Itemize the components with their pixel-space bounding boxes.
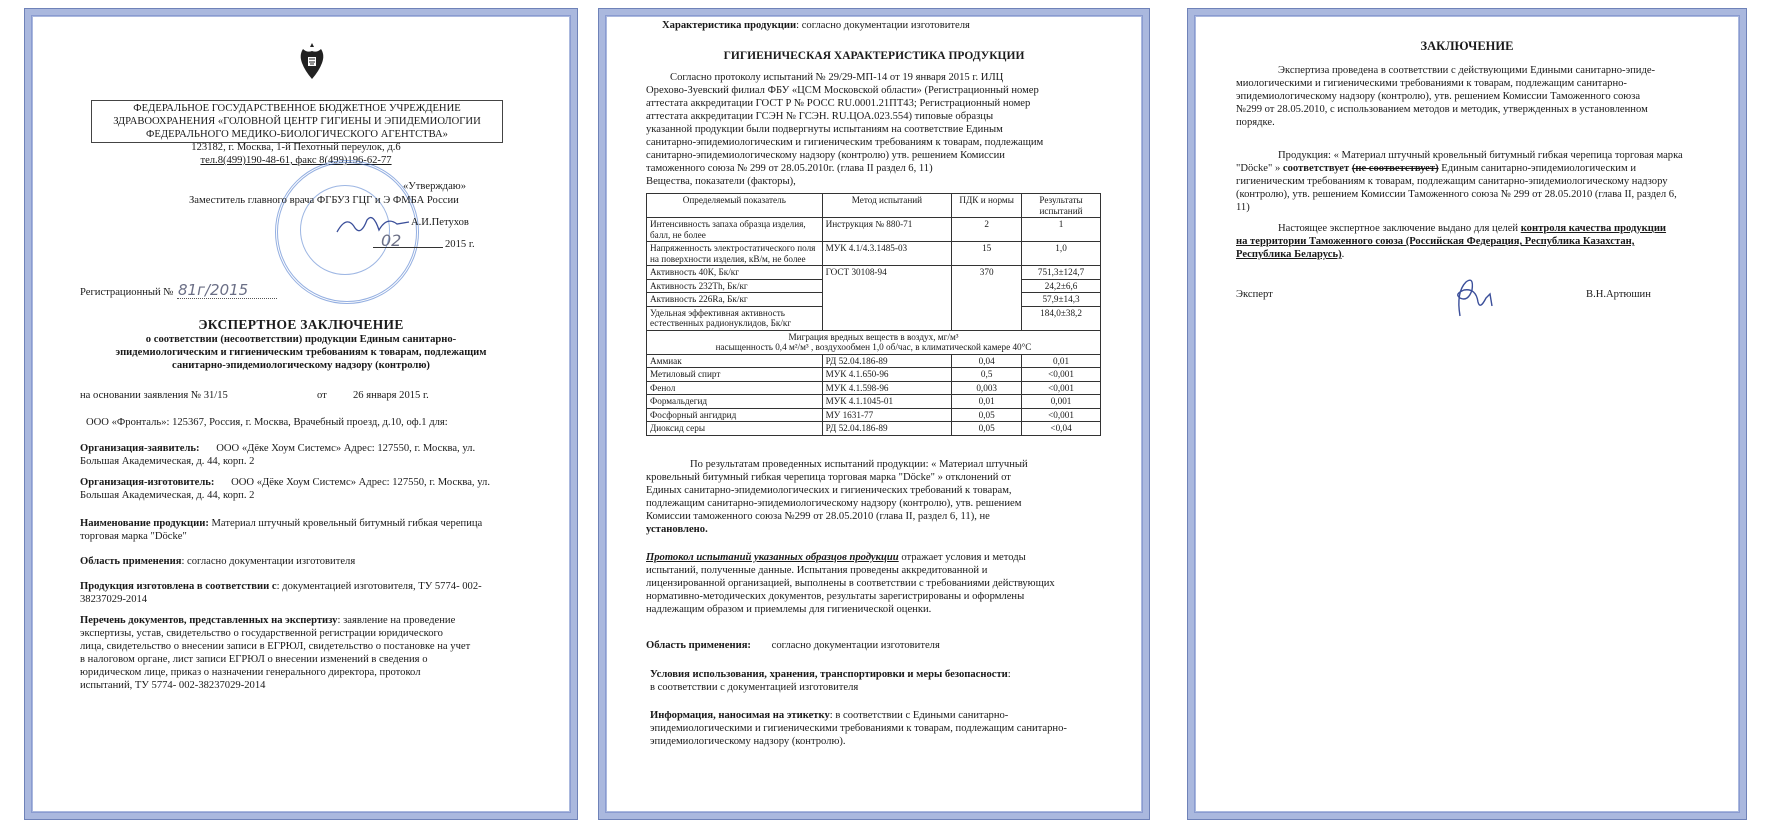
label-info-block [650,709,1105,748]
info-line-2: эпидемиологическому надзору (контролю). [650,736,846,747]
scope-value: : согласно документации изготовителя [181,556,356,567]
expert-name: В.Н.Артюшин [1586,289,1651,300]
info-line-1: эпидемиологическими и гигиеническими требованиями к товарам, подлежащим санитарно- [650,723,1067,734]
intro-line-3: аттестата аккредитации ГСЭН № ГСЭН. RU.ЦОА.023.554) типовые образцы [646,111,994,122]
docs-line-4: юридическом лице, приказ о назначении генерального директора, протокол [80,667,421,678]
table-row [647,395,1101,409]
cell-norm: 370 [952,266,1022,331]
cell-result: 24,2±6,6 [1022,279,1101,293]
cell-method: МУК 4.1.1045-01 [822,395,952,409]
coat-of-arms-icon [297,41,327,83]
applicant-value: ООО «Дёке Хоум Системс» Адрес: 127550, г. Москва, ул. [216,443,476,454]
par3-bold-2: на территории Таможенного союза (Российская Федерация, Республика Казахстан, [1236,236,1635,247]
conclusion-par-3 [1236,222,1704,261]
col-header-result: Результаты испытаний [1022,194,1101,218]
par2-line-4: 11) [1236,202,1250,213]
cell-method: МУ 1631-77 [822,408,952,422]
migration-sub: насыщенность 0,4 м²/м³ , воздухообмен 1,0 об/час, в климатической камере 40°С [715,342,1032,352]
scope-label: Область применения [80,556,182,567]
maker-value-line2: Большая Академическая, д. 44, корп. 2 [80,490,255,501]
cell-norm: 0,04 [952,354,1022,368]
cell-name: Аммиак [647,354,823,368]
basis-date: 26 января 2015 г. [353,390,429,401]
made-block [80,580,550,606]
cell-norm: 0,003 [952,381,1022,395]
reg-number-handwritten: 81г/2015 [178,281,249,299]
cell-norm: 0,5 [952,368,1022,382]
protocol-line-1: испытаний, полученные данные. Испытания проведены аккредитованной и [646,565,988,576]
cell-name: Активность 40К, Бк/кг [647,266,823,280]
info-label: Информация, наносимая на этикетку [650,710,830,721]
intro-line-7: таможенного союза № 299 от 28.05.2010г. (глава II раздел 6, 11) [646,163,933,174]
struck-not-complies: (не соответствует) [1351,163,1439,174]
org-header-line-3: ФЕДЕРАЛЬНОГО МЕДИКО-БИОЛОГИЧЕСКОГО АГЕНТСТВА» [146,129,448,140]
cell-name: Диоксид серы [647,422,823,436]
migration-header-row [647,330,1101,354]
cell-result: <0,001 [1022,368,1101,382]
maker-label: Организация-изготовитель: [80,477,215,488]
results-line-last: установлено. [646,524,708,535]
docs-line-5: испытаний, ТУ 5774- 002-38237029-2014 [80,680,266,691]
cell-name: Интенсивность запаха образца изделия, балл, не более [647,218,823,242]
cell-name: Формальдегид [647,395,823,409]
cell-name: Удельная эффективная активность естественных радионуклидов, Бк/кг [647,306,823,330]
docs-line-1: экспертизы, устав, свидетельство о государственной регистрации юридического [80,628,443,639]
document-page-1 [24,8,578,820]
scope-block [80,555,355,568]
par3-bold-1: контроля качества продукции [1520,223,1667,234]
intro-line-0: Согласно протоколу испытаний № 29/29-МП-14 от 19 января 2015 г. ИЛЦ [670,72,1004,83]
cell-result: 751,3±124,7 [1022,266,1101,280]
cell-name: Фосфорный ангидрид [647,408,823,422]
reg-underline [177,298,277,299]
cell-method: МУК 4.1.598-96 [822,381,952,395]
cell-method: РД 52.04.186-89 [822,422,952,436]
conditions-block: Условия использования, хранения, транспортировки и меры безопасности: в соответствии с документацией изготовителя [650,669,1011,693]
par1-line-0: Экспертиза проведена в соответствии с действующими Едиными санитарно-эпиде- [1278,65,1656,76]
docs-block [80,614,535,692]
applicant-label: Организация-заявитель: [80,443,200,454]
protocol-line-4: надлежащим образом и приемлемы для гигиенической оценки. [646,604,932,615]
made-value: : документацией изготовителя, ТУ 5774- 002- [276,581,482,592]
basis-from: от [317,390,327,401]
results-line-4: Комиссии таможенного союза №299 от 28.05.2010 (глава II, раздел 6, 11), не [646,511,990,522]
org-header-line-1: ФЕДЕРАЛЬНОЕ ГОСУДАРСТВЕННОЕ БЮДЖЕТНОЕ УЧРЕЖДЕНИЕ [133,103,461,114]
results-line-2: Единых санитарно-эпидемиологических и гигиенических требований к товарам, [646,485,1012,496]
p2-scope-value: согласно документации изготовителя [771,640,940,651]
par3-start: Настоящее экспертное заключение выдано для целей [1278,223,1521,234]
cell-result: 184,0±38,2 [1022,306,1101,330]
conclusion-par-2 [1236,149,1704,214]
hygiene-table [646,193,1101,436]
table-row [647,422,1101,436]
subtitle-line-1: о соответствии (несоответствии) продукции Единым санитарно- [145,334,457,345]
cell-result: 0,01 [1022,354,1101,368]
cell-result: 1 [1022,218,1101,242]
par2-line-2: гигиеническим требованиям к товарам, подлежащим санитарно-эпидемиологическому надзору [1236,176,1668,187]
approve-year: 2015 г. [445,239,475,250]
intro-line-8: Вещества, показатели (факторы), [646,176,796,187]
char-line [662,19,970,32]
p2-scope-label: Область применения: [646,640,751,651]
product-label: Наименование продукции: [80,518,209,529]
page2-title: ГИГИЕНИЧЕСКАЯ ХАРАКТЕРИСТИКА ПРОДУКЦИИ [723,50,1025,62]
table-row [647,381,1101,395]
results-line-1: кровельный битумный гибкая черепица торговая марка "Döcke" » отклонений от [646,472,1011,483]
conditions-value: в соответствии с документацией изготовителя [650,682,859,693]
char-line-label: Характеристика продукции [662,20,797,31]
migration-head: Миграция вредных веществ в воздух, мг/м³ [788,331,959,342]
cell-norm: 0,05 [952,408,1022,422]
org-header-box [91,100,503,143]
protocol-line-2: лицензированной организацией, выполнены в соответствии с требованиями действующих [646,578,1055,589]
results-line-0: По результатам проведенных испытаний продукции: « Материал штучный [690,459,1028,470]
cell-name: Активность 232Th, Бк/кг [647,279,823,293]
signer-name: А.И.Петухов [411,217,469,228]
page1-title: ЭКСПЕРТНОЕ ЗАКЛЮЧЕНИЕ [198,317,404,332]
cell-norm: 15 [952,242,1022,266]
protocol-line-3: нормативно-методических документов, результаты зарегистрированы и оформлены [646,591,1025,602]
par1-line-2: эпидемиологическому надзору (контролю), утв. решением Комиссии Таможенного союза [1236,91,1641,102]
intro-line-2: аттестата аккредитации ГОСТ Р № РОСС RU.0001.21ПТ43; Регистрационный номер [646,98,1031,109]
product-value: Материал штучный кровельный битумный гибкая черепица [211,518,483,529]
deputy-title: Заместитель главного врача ФГБУЗ ГЦГ и Э ФМБА России [189,195,459,206]
results-line-3: подлежащим санитарно-эпидемиологическому надзору (контролю), утв. решением [646,498,1022,509]
info-line-0: : в соответствии с Едиными санитарно- [829,710,1009,721]
par2-product: "Döcke" » [1236,163,1283,174]
cell-name: Напряженность электростатического поля на поверхности изделия, кВ/м, не более [647,242,823,266]
intro-line-4: указанной продукции были подвергнуты испытаниям на соответствие Единым [646,124,1003,135]
complies-word: соответствует [1282,163,1350,174]
docs-line-2: лица, свидетельство о внесении записи в ЕГРЮЛ, свидетельство о постановке на учет [80,641,471,652]
made-value-line2: 38237029-2014 [80,594,148,605]
basis-application: на основании заявления № 31/15 [80,390,228,401]
intro-paragraph [646,71,1101,188]
cell-norm: 0,05 [952,422,1022,436]
col-header-method: Метод испытаний [822,194,952,218]
intro-line-6: санитарно-эпидемиологическому надзору (контролю) утв. решением Комиссии [646,150,1005,161]
protocol-paragraph [646,551,1101,616]
migration-header [647,330,1101,354]
par3-end: . [1341,249,1345,260]
p2-scope [646,639,940,652]
cell-name: Фенол [647,381,823,395]
org-phone: тел.8(499)190-48-61, факс 8(499)196-62-77 [200,155,392,166]
intro-line-5: санитарно-эпидемиологическим и гигиеническим требованиям к товарам, подлежащим [646,137,1044,148]
par1-line-1: миологическими и гигиеническими требованиями к товарам, подлежащим санитарно- [1236,78,1627,89]
product-value-line2: торговая марка "Döcke" [80,531,187,542]
date-underline [373,247,443,248]
table-row [647,354,1101,368]
col-header-norm: ПДК и нормы [952,194,1022,218]
docs-label: Перечень документов, представленных на экспертизу [80,615,338,626]
par2-line-1b: Единым санитарно-эпидемиологическим и [1438,163,1636,174]
cell-method: МУК 4.1/4.3.1485-03 [822,242,952,266]
cell-method: МУК 4.1.650-96 [822,368,952,382]
cell-norm: 0,01 [952,395,1022,409]
cell-result: <0,04 [1022,422,1101,436]
par2-line-0: Продукция: « Материал штучный кровельный битумный гибкая черепица торговая марка [1278,150,1683,161]
company-line: ООО «Фронталь»: 125367, Россия, г. Москва, Врачебный проезд, д.10, оф.1 для: [86,417,448,428]
reg-label: Регистрационный № [80,287,174,298]
made-label: Продукция изготовлена в соответствии с [80,581,277,592]
cell-method: ГОСТ 30108-94 [822,266,952,331]
table-header-row [647,194,1101,218]
cell-method: РД 52.04.186-89 [822,354,952,368]
docs-line-3: в налоговом органе, лист записи ЕГРЮЛ о внесении изменений в сведения о [80,654,428,665]
approve-label: «Утверждаю» [403,181,466,192]
product-block [80,517,550,543]
document-page-3 [1187,8,1747,820]
applicant-value-line2: Большая Академическая, д. 44, корп. 2 [80,456,255,467]
handwritten-day: 02 [381,231,402,250]
conditions-label: Условия использования, хранения, транспортировки и меры безопасности [650,669,1008,680]
par1-line-3: №299 от 28.05.2010, с использованием методов и методик, утвержденных в установленном [1236,104,1648,115]
col-header-parameter: Определяемый показатель [647,194,823,218]
conclusion-par-1 [1236,64,1704,129]
protocol-label: Протокол испытаний указанных образцов продукции [646,552,899,563]
cell-name: Активность 226Ra, Бк/кг [647,293,823,307]
maker-block [80,476,550,502]
table-row [647,242,1101,266]
cell-name: Метиловый спирт [647,368,823,382]
cell-result: 57,9±14,3 [1022,293,1101,307]
table-row [647,408,1101,422]
docs-line-0: : заявление на проведение [337,615,456,626]
table-row [647,266,1101,280]
expert-label: Эксперт [1236,289,1273,300]
cell-result: <0,001 [1022,381,1101,395]
cell-result: <0,001 [1022,408,1101,422]
table-row [647,218,1101,242]
char-line-value: : согласно документации изготовителя [796,20,970,31]
cell-method: Инструкция № 880-71 [822,218,952,242]
cell-result: 0,001 [1022,395,1101,409]
intro-line-1: Орехово-Зуевский филиал ФБУ «ЦСМ Московской области» (Регистрационный номер [646,85,1039,96]
par3-bold-3: Республика Беларусь) [1236,249,1342,260]
subtitle-line-3: санитарно-эпидемиологическому надзору (контролю) [172,360,430,371]
par2-line-3: (контролю), утв. решением Комиссии Таможенного союза № 299 от 28.05.2010 (глава II, раздел 6, [1236,189,1677,200]
signature-artyushin [1446,272,1506,322]
maker-value: ООО «Дёке Хоум Системс» Адрес: 127550, г. Москва, ул. [231,477,490,488]
page1-subtitle [33,333,569,372]
org-header-line-2: ЗДРАВООХРАНЕНИЯ «ГОЛОВНОЙ ЦЕНТР ГИГИЕНЫ И ЭПИДЕМИОЛОГИИ [113,116,481,127]
org-address: 123182, г. Москва, 1-й Пехотный переулок, д.6 [191,142,401,153]
table-row [647,368,1101,382]
par1-line-4: порядке. [1236,117,1275,128]
page3-title: ЗАКЛЮЧЕНИЕ [1420,39,1514,53]
cell-result: 1,0 [1022,242,1101,266]
results-paragraph [646,458,1101,536]
cell-norm: 2 [952,218,1022,242]
protocol-line-0: отражает условия и методы [898,552,1026,563]
applicant-block [80,442,550,468]
subtitle-line-2: эпидемиологическим и гигиеническим требованиям к товарам, подлежащим [115,347,487,358]
document-page-2 [598,8,1150,820]
